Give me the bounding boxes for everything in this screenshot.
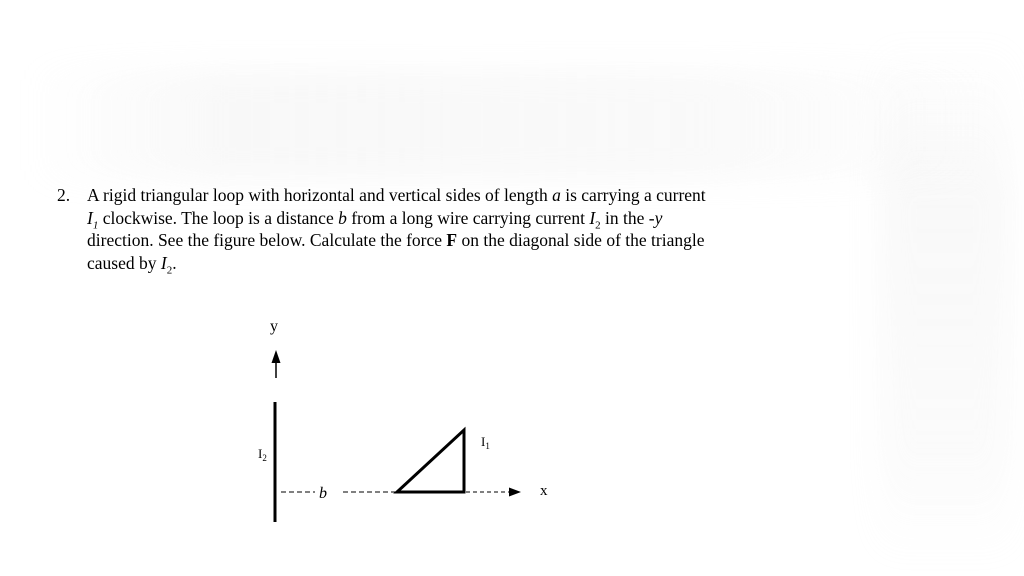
problem-text-run: on the diagonal side of the triangle (457, 230, 705, 250)
triangular-loop (397, 430, 464, 492)
problem-text-run: 2 (595, 219, 601, 231)
y-axis-label: y (270, 318, 278, 335)
problem-text-run: I (589, 207, 596, 228)
problem-text-run: caused by (87, 252, 161, 273)
problem-text-run: clockwise. The loop is a distance (98, 207, 339, 228)
problem-text-run: in the (600, 207, 649, 228)
problem-text-run: b (338, 207, 347, 228)
wire-current-label: $I_2$ (258, 446, 267, 463)
problem-text-run: 1 (92, 219, 99, 231)
problem-text-run: . (172, 252, 177, 273)
problem-text-run: I (160, 252, 167, 273)
loop-current-label: $I_1$ (481, 434, 490, 451)
problem-text-run: A rigid triangular loop with horizontal and vertical sides of length (87, 185, 553, 205)
problem-text-run: F (446, 230, 458, 250)
problem-text-run: direction. See the figure below. Calculate the force (87, 230, 447, 250)
x-axis-arrow-head (509, 488, 521, 497)
problem-text-run: I (87, 207, 93, 228)
problem-text-run: is carrying a current (560, 185, 706, 205)
problem-text-run: a (552, 185, 561, 205)
problem-text-run: -y (648, 207, 663, 228)
problem-text-run: 2 (166, 264, 173, 276)
problem-number: 2. (57, 185, 71, 205)
distance-b-label: b (319, 485, 327, 502)
y-axis-arrow-head (272, 350, 281, 363)
x-axis-label: x (540, 483, 548, 499)
problem-text-run: from a long wire carrying current (346, 207, 590, 228)
